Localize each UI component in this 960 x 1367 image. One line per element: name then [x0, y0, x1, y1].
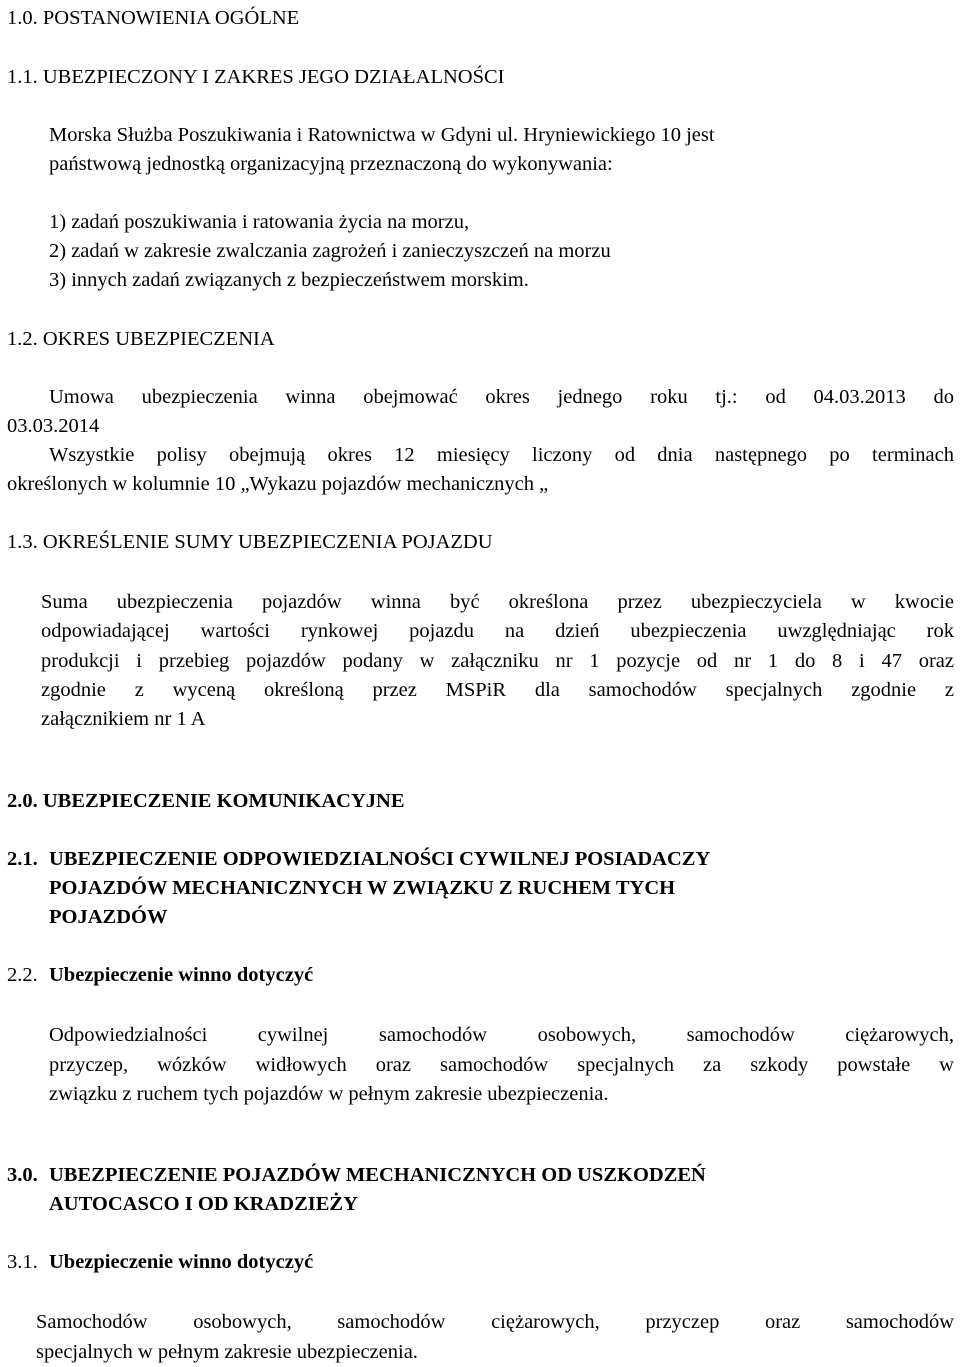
policies-paragraph: [49, 443, 954, 467]
section-2-2-number: 2.2.: [7, 963, 38, 987]
ac-paragraph: [36, 1308, 954, 1367]
sum-line: załącznikiem nr 1 A: [41, 705, 954, 734]
policies-line-2: określonych w kolumnie 10 „Wykazu pojazdów mechanicznych „: [7, 472, 548, 496]
section-1-0-heading: 1.0. POSTANOWIENIA OGÓLNE: [7, 6, 299, 30]
period-line-1: Umowa ubezpieczenia winna obejmować okres jednego roku tj.: od 04.03.2013 do: [49, 385, 954, 409]
oc-line: przyczep, wózków widłowych oraz samochodów specjalnych za szkody powstałe w: [49, 1051, 954, 1081]
period-paragraph: [49, 385, 954, 409]
sum-line: Suma ubezpieczenia pojazdów winna być określona przez ubezpieczyciela w kwocie: [41, 588, 954, 617]
list-item: 3) innych zadań związanych z bezpieczeństwem morskim.: [49, 268, 529, 292]
section-3-0-title-line: AUTOCASCO I OD KRADZIEŻY: [49, 1192, 358, 1216]
section-2-1-title-line: UBEZPIECZENIE ODPOWIEDZIALNOŚCI CYWILNEJ POSIADACZY: [49, 847, 710, 871]
intro-line-1: Morska Służba Poszukiwania i Ratownictwa w Gdyni ul. Hryniewickiego 10 jest: [49, 123, 715, 147]
list-item: 1) zadań poszukiwania i ratowania życia na morzu,: [49, 210, 469, 234]
sum-line: produkcji i przebieg pojazdów podany w załączniku nr 1 pozycje od nr 1 do 8 i 47 oraz: [41, 647, 954, 676]
section-2-1-number: 2.1.: [7, 847, 38, 871]
oc-paragraph: [49, 1021, 954, 1110]
section-3-1-title: Ubezpieczenie winno dotyczyć: [49, 1250, 313, 1274]
sum-line: odpowiadającej wartości rynkowej pojazdu na dzień ubezpieczenia uwzględniając rok: [41, 617, 954, 646]
section-2-2-title: Ubezpieczenie winno dotyczyć: [49, 963, 313, 987]
section-2-1-title-line: POJAZDÓW MECHANICZNYCH W ZWIĄZKU Z RUCHEM TYCH: [49, 876, 675, 900]
section-3-0-number: 3.0.: [7, 1163, 38, 1187]
ac-line: specjalnych w pełnym zakresie ubezpieczenia.: [36, 1338, 954, 1367]
policies-line-1: Wszystkie polisy obejmują okres 12 miesięcy liczony od dnia następnego po terminach: [49, 443, 954, 467]
section-1-3-heading: 1.3. OKREŚLENIE SUMY UBEZPIECZENIA POJAZDU: [7, 530, 493, 554]
section-3-0-title-line: UBEZPIECZENIE POJAZDÓW MECHANICZNYCH OD USZKODZEŃ: [49, 1163, 706, 1187]
section-2-1-title-line: POJAZDÓW: [49, 905, 167, 929]
ac-line: Samochodów osobowych, samochodów ciężarowych, przyczep oraz samochodów: [36, 1308, 954, 1338]
section-2-0-heading: 2.0. UBEZPIECZENIE KOMUNIKACYJNE: [7, 789, 405, 813]
section-1-1-heading: 1.1. UBEZPIECZONY I ZAKRES JEGO DZIAŁALNOŚCI: [7, 65, 504, 89]
oc-line: Odpowiedzialności cywilnej samochodów osobowych, samochodów ciężarowych,: [49, 1021, 954, 1051]
list-item: 2) zadań w zakresie zwalczania zagrożeń i zanieczyszczeń na morzu: [49, 239, 611, 263]
sum-paragraph: [41, 588, 954, 734]
section-3-1-number: 3.1.: [7, 1250, 38, 1274]
period-line-2: 03.03.2014: [7, 414, 99, 438]
sum-line: zgodnie z wyceną określoną przez MSPiR dla samochodów specjalnych zgodnie z: [41, 676, 954, 705]
oc-line: związku z ruchem tych pojazdów w pełnym zakresie ubezpieczenia.: [49, 1080, 954, 1110]
intro-line-2: państwową jednostką organizacyjną przeznaczoną do wykonywania:: [49, 152, 613, 176]
section-1-2-heading: 1.2. OKRES UBEZPIECZENIA: [7, 327, 275, 351]
